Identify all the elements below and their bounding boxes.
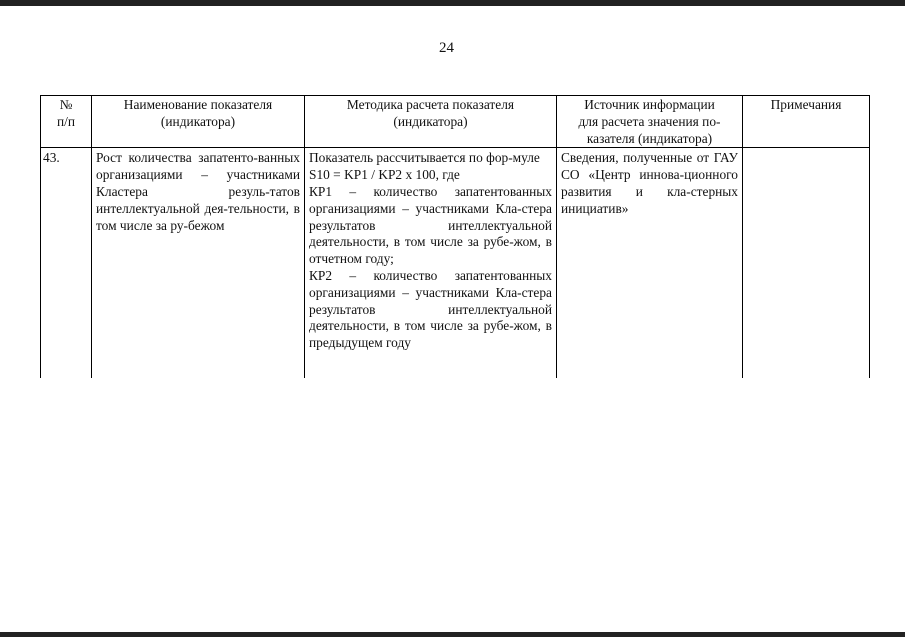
page-number: 24 — [439, 40, 454, 56]
method-kp1-definition: КР1 – количество запатентованных организациями – участниками Кла-стера результатов интеллектуальной деятельности, в том числе за рубе-жом, в отчетном году; — [309, 183, 552, 267]
method-intro: Показатель рассчитывается по фор-муле — [309, 150, 540, 166]
cell-number: 43. — [41, 148, 92, 378]
header-information-source: Источник информации для расчета значения по- казателя (индикатора) — [557, 96, 743, 148]
header-row — [41, 96, 870, 148]
bottom-border-rule — [0, 632, 905, 637]
cell-information-source: Сведения, полученные от ГАУ СО «Центр иннова-ционного развития и кла-стерных инициатив» — [557, 148, 743, 378]
table-header — [41, 96, 870, 148]
cell-notes — [743, 148, 870, 378]
method-formula: S10 = KP1 / KP2 x 100, где — [309, 167, 460, 183]
indicator-table — [40, 95, 870, 378]
cell-calculation-method — [305, 148, 557, 378]
table-row — [41, 148, 870, 378]
top-border-rule — [0, 0, 905, 6]
header-calculation-method: Методика расчета показателя (индикатора) — [305, 96, 557, 148]
header-indicator-name: Наименование показателя (индикатора) — [92, 96, 305, 148]
method-kp2-definition: КР2 – количество запатентованных организациями – участниками Кла-стера результатов интеллектуальной деятельности, в том числе за рубе-жом, в предыдущем году — [309, 267, 552, 351]
header-notes: Примечания — [743, 96, 870, 148]
cell-indicator-name: Рост количества запатенто-ванных организациями – участниками Кластера резуль-татов интеллектуальной дея-тельности, в том числе за ру-бежом — [92, 148, 305, 378]
header-number: № п/п — [41, 96, 92, 148]
